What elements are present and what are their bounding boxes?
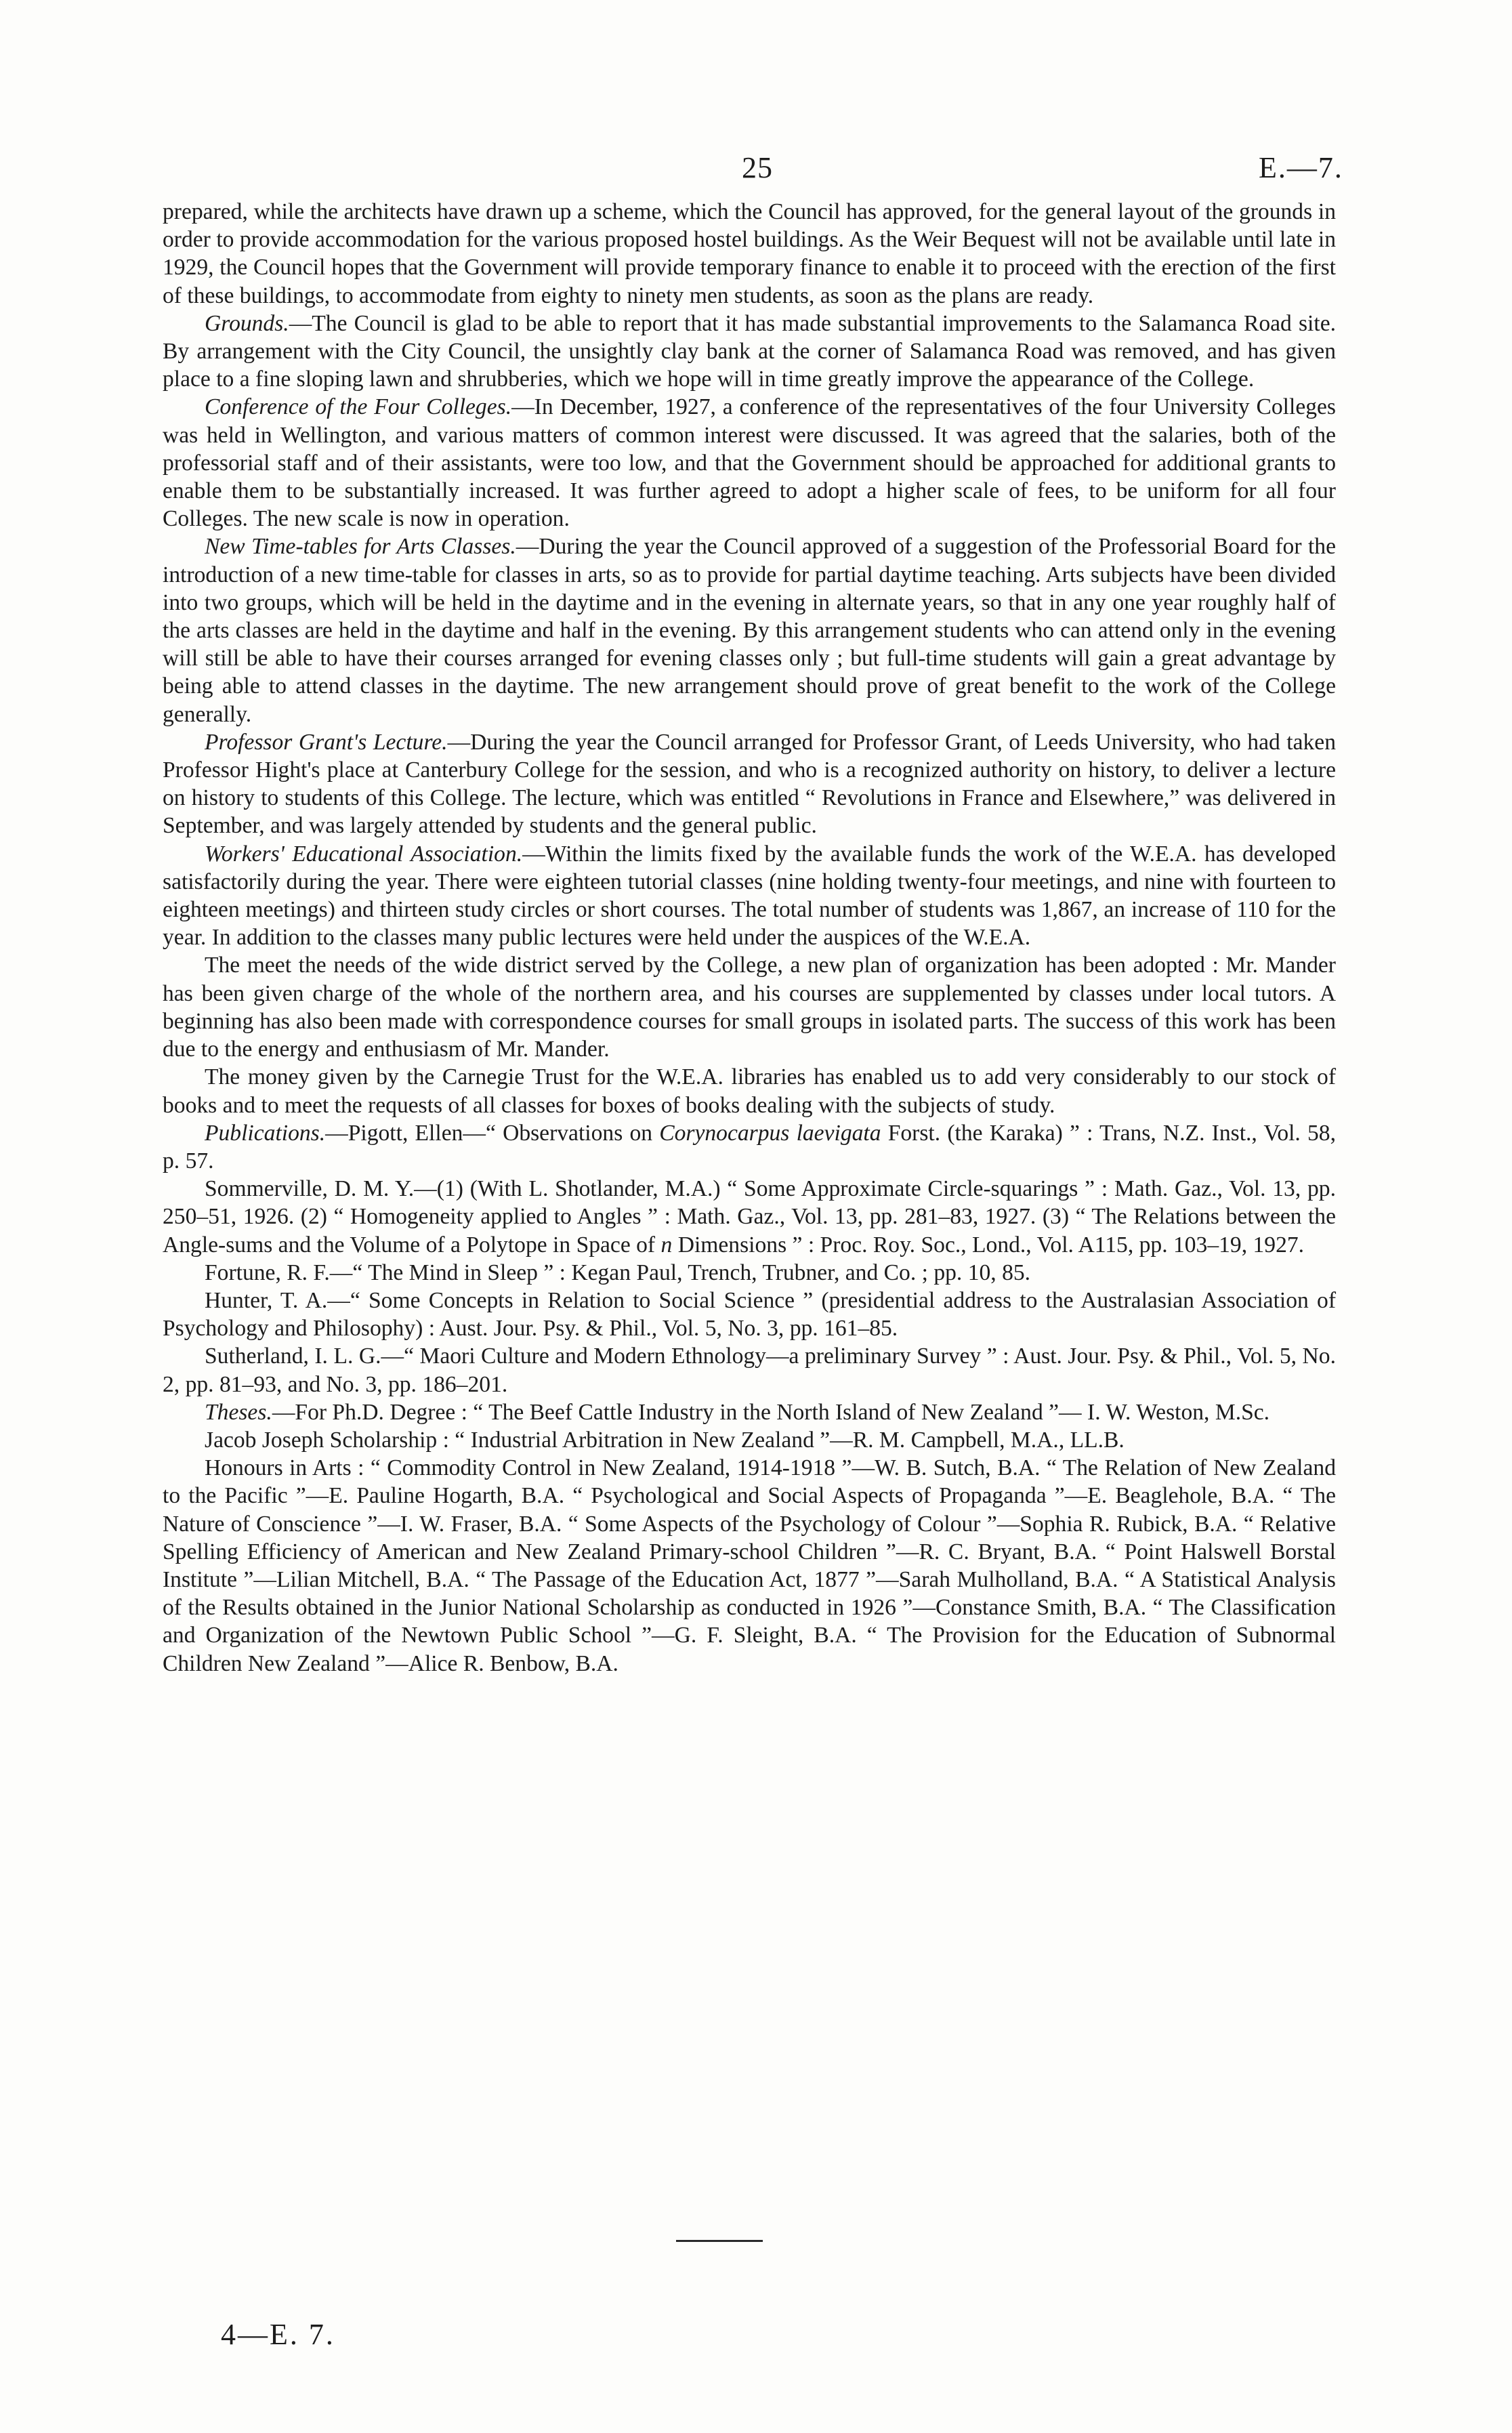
paragraph: prepared, while the architects have drawn up a scheme, which the Council has approved, for the general layout of the grounds in order to provide accommodation for the various proposed hostel buildings. As the Weir Bequest will not be available until late in 1929, the Council hopes that the Government will provide temporary finance to enable it to proceed with the erection of the first of these buildings, to accommodate from eighty to ninety men students, as soon as the plans are ready.: [163, 199, 1336, 308]
paragraph-theses: Theses.—For Ph.D. Degree : “ The Beef Cattle Industry in the North Island of New Zealand ”— I. W. Weston, M.Sc.: [205, 1399, 1270, 1425]
series-code: E.—7.: [1259, 151, 1343, 184]
section-heading: Publications.: [205, 1120, 326, 1146]
page-number: 25: [742, 151, 773, 184]
paragraph: The meet the needs of the wide district served by the College, a new plan of organization has been adopted : Mr. Mander has been given charge of the whole of the northern area, and his courses are supplemented by classes under local tutors. A beginning has also been made with correspondence courses for small groups in isolated parts. The success of this work has been due to the energy and enthusiasm of Mr. Mander.: [163, 953, 1336, 1062]
paragraph-lecture: Professor Grant's Lecture.—During the year the Council arranged for Professor Grant, of Leeds University, who had taken Professor Hight's place at Canterbury College for the session, and who is a recognized authority on history, to deliver a lecture on history to students of this College. The lecture, which was entitled “ Revolutions in France and Elsewhere,” was delivered in September, and was largely attended by students and the general public.: [163, 729, 1336, 839]
section-heading: New Time-tables for Arts Classes.: [205, 534, 516, 560]
section-divider: [676, 2240, 763, 2242]
paragraph-time-tables: New Time-tables for Arts Classes.—During the year the Council approved of a suggestion of the Professorial Board for the introduction of a new time-table for classes in arts, so as to provide for partial daytime teaching. Arts subjects have been divided into two groups, which will be held in the daytime and in the evening in alternate years, so that in any one year roughly half of the arts classes are held in the daytime and half in the evening. By this arrangement students who can attend only in the evening will still be able to have their courses arranged for evening classes only ; but full-time students will gain a great advantage by being able to attend classes in the daytime. The new arrangement should prove of great benefit to the work of the College generally.: [163, 534, 1336, 727]
publication-entry: Sutherland, I. L. G.—“ Maori Culture and Modern Ethnology—a preliminary Survey ” : Aust. Jour. Psy. & Phil., Vol. 5, No. 2, pp. 81–93, and No. 3, pp. 186–201.: [163, 1344, 1336, 1397]
section-heading: Theses.: [205, 1399, 272, 1425]
body-text: [163, 198, 1336, 1678]
paragraph-conference: Conference of the Four Colleges.—In December, 1927, a conference of the representatives of the four University Colleges was held in Wellington, and various matters of common interest were discussed. It was agreed that the salaries, both of the professorial staff and of their assistants, were too low, and that the Government should be approached for additional grants to enable them to be substantially increased. It was further agreed to adopt a higher scale of fees, to be uniform for all four Colleges. The new scale is now in operation.: [163, 394, 1336, 532]
section-heading: Professor Grant's Lecture.: [205, 729, 448, 755]
section-heading: Conference of the Four Colleges.: [205, 394, 512, 420]
publication-entry: Fortune, R. F.—“ The Mind in Sleep ” : Kegan Paul, Trench, Trubner, and Co. ; pp. 10, 85.: [205, 1260, 1031, 1285]
publication-entry: Hunter, T. A.—“ Some Concepts in Relation to Social Science ” (presidential address to the Australasian Association of Psychology and Philosophy) : Aust. Jour. Psy. & Phil., Vol. 5, No. 3, pp. 161–85.: [163, 1287, 1336, 1342]
publication-entry: Sommerville, D. M. Y.—(1) (With L. Shotlander, M.A.) “ Some Approximate Circle-squarings ” : Math. Gaz., Vol. 13, pp. 250–51, 1926. (2) “ Homogeneity applied to Angles ” : Math. Gaz., Vol. 13, pp. 281–83, 1927. (3) “ The Relations between the Angle-sums and the Volume of a Polytope in Space of n Dimensions ” : Proc. Roy. Soc., Lond., Vol. A115, pp. 103–19, 1927.: [163, 1176, 1336, 1257]
paragraph-grounds: Grounds.—The Council is glad to be able to report that it has made substantial improvements to the Salamanca Road site. By arrangement with the City Council, the unsightly clay bank at the corner of Salamanca Road was removed, and has given place to a fine sloping lawn and shrubberies, which we hope will in time greatly improve the appearance of the College.: [163, 310, 1336, 392]
thesis-entry: Jacob Joseph Scholarship : “ Industrial Arbitration in New Zealand ”—R. M. Campbell, M.A., LL.B.: [205, 1427, 1125, 1453]
paragraph: The money given by the Carnegie Trust for the W.E.A. libraries has enabled us to add very considerably to our stock of books and to meet the requests of all classes for boxes of books dealing with the subjects of study.: [163, 1064, 1336, 1118]
thesis-entry: Honours in Arts : “ Commodity Control in New Zealand, 1914-1918 ”—W. B. Sutch, B.A. “ The Relation of New Zealand to the Pacific ”—E. Pauline Hogarth, B.A. “ Psychological and Social Aspects of Propaganda ”—E. Beaglehole, B.A. “ The Nature of Conscience ”—I. W. Fraser, B.A. “ Some Aspects of the Psychology of Colour ”—Sophia R. Rubick, B.A. “ Relative Spelling Efficiency of American and New Zealand Primary-school Children ”—R. C. Bryant, B.A. “ Point Halswell Borstal Institute ”—Lilian Mitchell, B.A. “ The Passage of the Education Act, 1877 ”—Sarah Mulholland, B.A. “ A Statistical Analysis of the Results obtained in the Junior National Scholarship as conducted in 1926 ”—Constance Smith, B.A. “ The Classification and Organization of the Newtown Public School ”—G. F. Sleight, B.A. “ The Provision for the Education of Subnormal Children New Zealand ”—Alice R. Benbow, B.A.: [163, 1455, 1336, 1676]
paragraph-wea: Workers' Educational Association.—Within the limits fixed by the available funds the work of the W.E.A. has developed satisfactorily during the year. There were eighteen tutorial classes (nine holding twenty-four meetings, and nine with fourteen to eighteen meetings) and thirteen study circles or short courses. The total number of students was 1,867, an increase of 110 for the year. In addition to the classes many public lectures were held under the auspices of the W.E.A.: [163, 841, 1336, 951]
section-heading: Grounds.: [205, 310, 289, 336]
section-heading: Workers' Educational Association.: [205, 841, 523, 867]
printer-signature: 4—E. 7.: [221, 2318, 335, 2351]
paragraph-publications: Publications.—Pigott, Ellen—“ Observations on Corynocarpus laevigata Forst. (the Karaka) ” : Trans, N.Z. Inst., Vol. 58, p. 57.: [163, 1120, 1336, 1173]
